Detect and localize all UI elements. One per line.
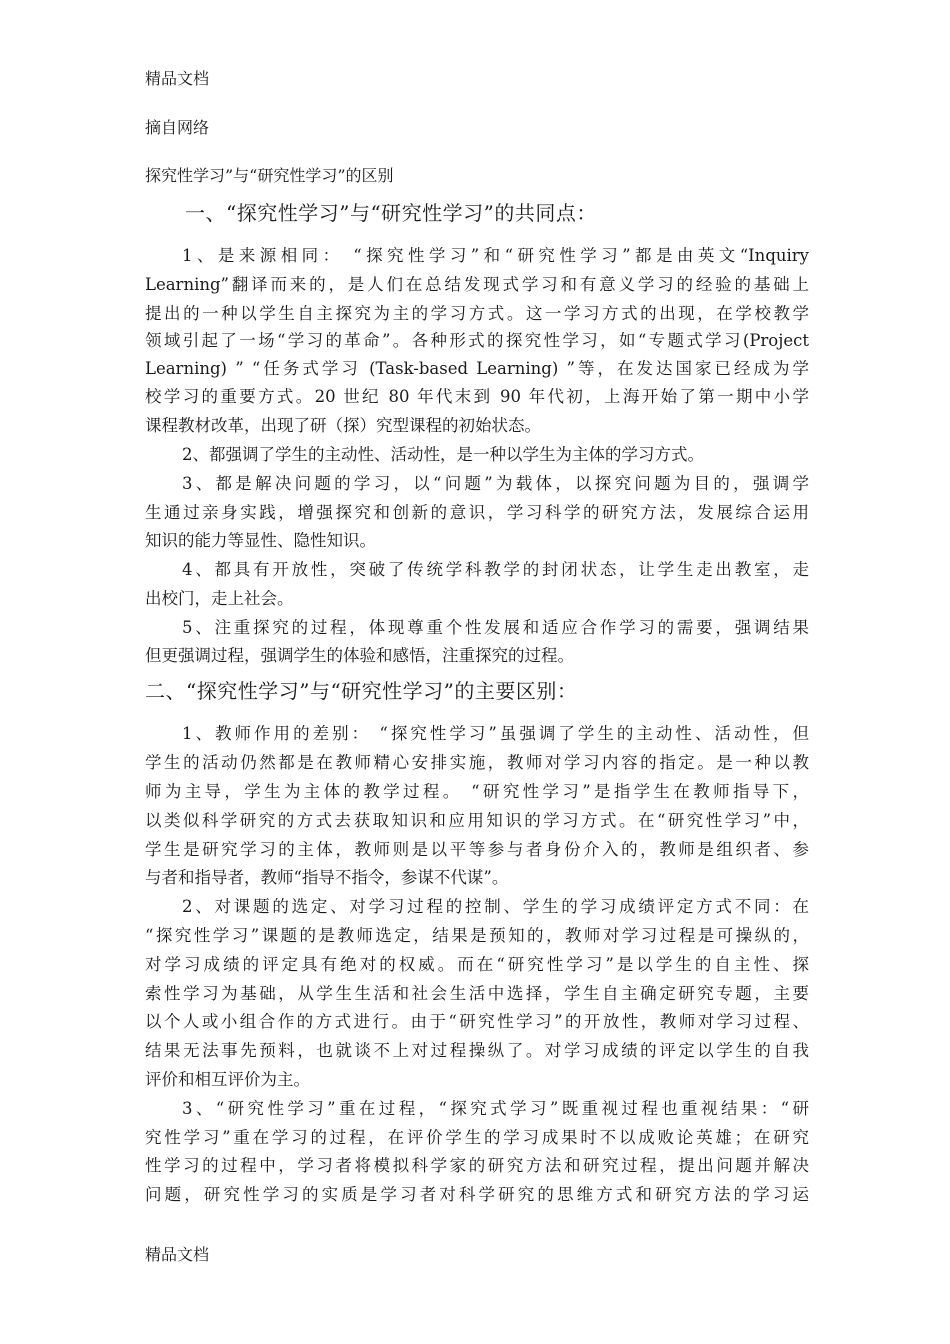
- section-1-heading: 一、“探究性学习”与“研究性学习”的共同点：: [185, 201, 597, 225]
- paragraph-line: 以个人或小组合作的方式进行。由于“研究性学习”的开放性，教师对学习过程、: [145, 1012, 809, 1031]
- paragraph-line: 3、“研究性学习”重在过程，“探究式学习”既重视过程也重视结果：“研: [182, 1099, 809, 1118]
- paragraph-line: 学生的活动仍然都是在教师精心安排实施，教师对学习内容的指定。是一种以教: [145, 753, 809, 772]
- paragraph-line: “探究性学习”课题的是教师选定，结果是预知的，教师对学习过程是可操纵的，: [145, 926, 809, 945]
- paragraph-line: 2、对课题的选定、对学习过程的控制、学生的学习成绩评定方式不同：在: [182, 897, 809, 916]
- document-title: 探究性学习”与“研究性学习”的区别: [145, 166, 394, 185]
- paragraph-line: 对学习成绩的评定具有绝对的权威。而在“研究性学习”是以学生的自主性、探: [145, 955, 809, 974]
- paragraph-line: 以类似科学研究的方式去获取知识和应用知识的学习方式。在“研究性学习”中，: [145, 811, 809, 830]
- paragraph-line: 课程教材改革，出现了研（探）究型课程的初始状态。: [145, 416, 541, 435]
- paragraph-line: 校学习的重要方式。20 世纪 80 年代末到 90 年代初，上海开始了第一期中小学: [145, 387, 809, 406]
- paragraph-line: 领域引起了一场“学习的革命”。各种形式的探究性学习，如“专题式学习(Project: [145, 331, 809, 350]
- paragraph-line: 索性学习为基础，从学生生活和社会生活中选择，学生自主确定研究专题，主要: [145, 984, 809, 1003]
- page-footer: 精品文档: [145, 1245, 210, 1264]
- paragraph-line: 问题，研究性学习的实质是学习者对科学研究的思维方式和研究方法的学习运: [145, 1185, 809, 1204]
- paragraph-line: 5、注重探究的过程，体现尊重个性发展和适应合作学习的需要，强调结果: [182, 618, 809, 637]
- paragraph-line: 1、教师作用的差别： “探究性学习”虽强调了学生的主动性、活动性，但: [182, 724, 809, 743]
- section-2-heading: 二、“探究性学习”与“研究性学习”的主要区别：: [145, 679, 578, 703]
- paragraph-line: 学生是研究学习的主体，教师则是以平等参与者身份介入的，教师是组织者、参: [145, 840, 809, 859]
- paragraph-line: 结果无法事先预料，也就谈不上对过程操纵了。对学习成绩的评定以学生的自我: [145, 1041, 809, 1060]
- paragraph-line: 与者和指导者，教师“指导不指令，参谋不代谋”。: [145, 868, 509, 887]
- page-header: 精品文档: [145, 69, 210, 88]
- paragraph-line: 究性学习”重在学习的过程，在评价学生的学习成果时不以成败论英雄；在研究: [145, 1128, 809, 1147]
- paragraph-line: Learning) ” “任务式学习 (Task-based Learning) ”等，在发达国家已经成为学: [145, 359, 809, 378]
- paragraph-line: 提出的一种以学生自主探究为主的学习方式。这一学习方式的出现，在学校教学: [145, 304, 809, 323]
- paragraph-line: 评价和相互评价为主。: [145, 1070, 310, 1089]
- paragraph-line: Learning”翻译而来的，是人们在总结发现式学习和有意义学习的经验的基础上: [145, 275, 809, 294]
- paragraph-line: 生通过亲身实践，增强探究和创新的意识，学习科学的研究方法，发展综合运用: [145, 503, 809, 522]
- paragraph-line: 3、都是解决问题的学习，以“问题”为载体，以探究问题为目的，强调学: [182, 474, 809, 493]
- source-note: 摘自网络: [145, 118, 210, 137]
- paragraph-line: 出校门，走上社会。: [145, 589, 294, 608]
- paragraph-line: 知识的能力等显性、隐性知识。: [145, 531, 376, 550]
- paragraph-line: 4、都具有开放性，突破了传统学科教学的封闭状态，让学生走出教室，走: [182, 560, 809, 579]
- paragraph-line: 性学习的过程中，学习者将模拟科学家的研究方法和研究过程，提出问题并解决: [145, 1156, 809, 1175]
- paragraph-line: 1、是来源相同： “探究性学习”和“研究性学习”都是由英文“Inquiry: [182, 246, 809, 265]
- paragraph-line: 但更强调过程，强调学生的体验和感悟，注重探究的过程。: [145, 646, 574, 665]
- paragraph-line: 师为主导，学生为主体的教学过程。 “研究性学习”是指学生在教师指导下，: [145, 782, 809, 801]
- paragraph-line: 2、都强调了学生的主动性、活动性，是一种以学生为主体的学习方式。: [182, 445, 704, 464]
